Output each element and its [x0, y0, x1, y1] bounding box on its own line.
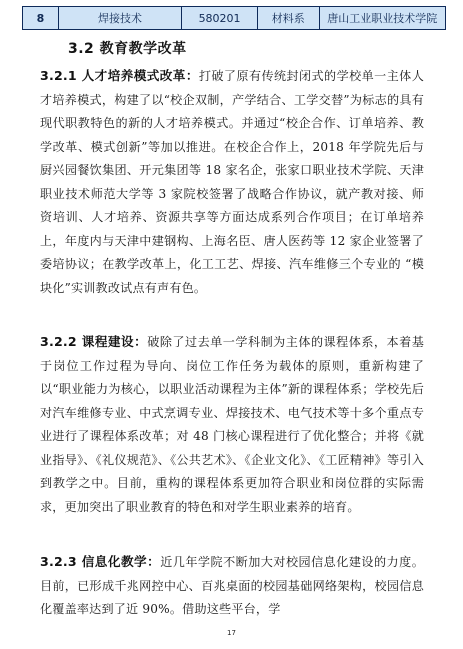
paragraph-heading: 3.2.1 人才培养模式改革： [40, 68, 199, 83]
paragraph-talent-training [40, 64, 424, 300]
table-cell-major: 焊接技术 [59, 7, 182, 29]
table-cell-code: 580201 [182, 7, 258, 29]
paragraph-body: 破除了过去单一学科制为主体的课程体系，本着基于岗位工作过程为导向、岗位工作任务为载体的原则，重新构建了以“职业能力为核心，以职业活动课程为主体”新的课程体系；学校先后对汽车维修专业、中式烹调专业、焊接技术、电气技术等十多个重点专业进行了课程体系改革；对 48 门核心课程进行了优化整合；并将《就业指导》、《礼仪规范》、《公共艺术》、《企业文化》、《工匠精神》等引入到教学之中。目前，重构的课程体系更加符合职业和岗位群的实际需求，更加突出了职业教育的特色和对学生职业素养的培育。 [40, 335, 424, 514]
table-cell-index: 8 [23, 7, 59, 29]
section-heading: 3.2 教育教学改革 [68, 41, 187, 57]
paragraph-body: 打破了原有传统封闭式的学校单一主体人才培养模式，构建了以“校企双制，产学结合、工学交替”为标志的具有现代职教特色的新的人才培养模式。并通过“校企合作、订单培养、教学改革、模式创新”等加以推进。在校企合作上，2018 年学院先后与厨兴园餐饮集团、开元集团等 18 家名企，张家口职业技术学院、天津职业技术师范大学等 3 家院校签署了战略合作协议，就产教对接、师资培训、人才培养、资源共享等方面达成系列合作项目；在订单培养上，年度内与天津中建钢构、上海名臣、唐人医药等 12 家企业签署了委培协议；在教学改革上，化工工艺、焊接、汽车维修三个专业的 “模块化”实训教改试点有声有色。 [40, 69, 424, 295]
paragraph-it-teaching [40, 550, 424, 622]
paragraph-curriculum [40, 330, 424, 519]
paragraph-body: 近几年学院不断加大对校园信息化建设的力度。目前，已形成千兆网控中心、百兆桌面的校园基础网络架构，校园信息化覆盖率达到了近 90%。借助这些平台，学 [40, 555, 424, 616]
page-number: 17 [227, 629, 236, 637]
paragraph-heading: 3.2.2 课程建设： [40, 334, 148, 349]
table-cell-department: 材料系 [258, 7, 320, 29]
table-cell-school: 唐山工业职业技术学院 [327, 12, 438, 25]
paragraph-heading: 3.2.3 信息化教学： [40, 554, 161, 569]
table-row [22, 6, 446, 30]
